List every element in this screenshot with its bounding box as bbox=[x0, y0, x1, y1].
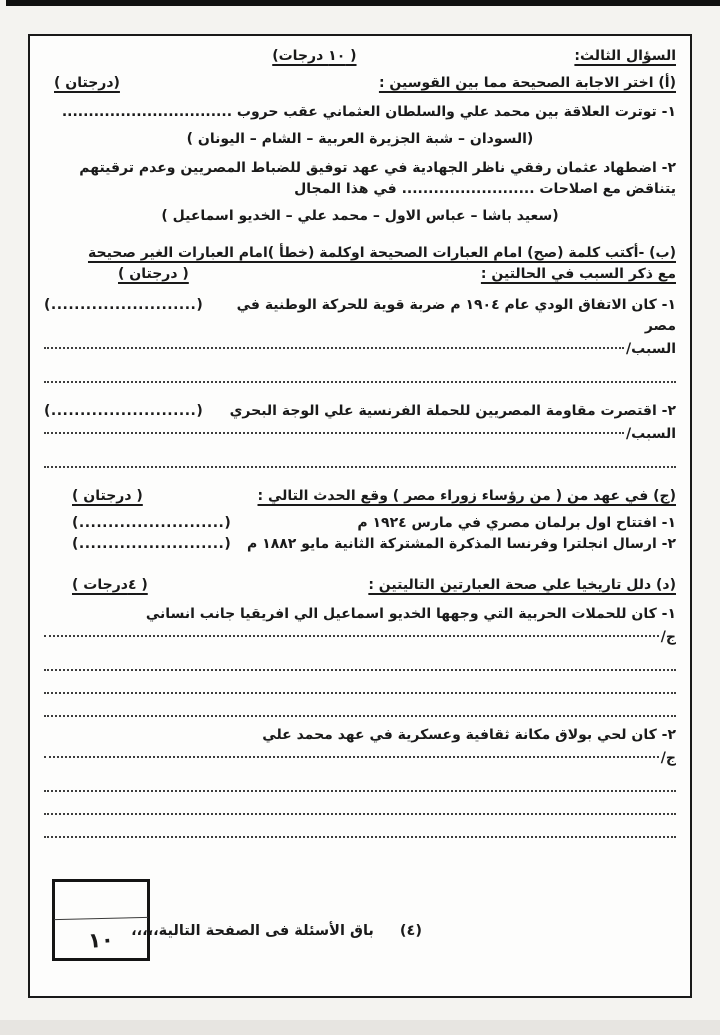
footer-page-number: (٤) bbox=[399, 923, 422, 939]
section-a-heading: (أ) اختر الاجابة الصحيحة مما بين القوسين : bbox=[378, 75, 676, 91]
answer-label-d2: ج/ bbox=[660, 750, 676, 766]
question-a2: ٢- اضطهاد عثمان رفقي ناظر الجهادية في عهد توفيق للضباط المصريين وعدم ترقيتهم يتناقض مع اصلاحات ......................... في هذا المجال bbox=[79, 160, 676, 197]
answer-dotted-line bbox=[44, 671, 676, 694]
scan-edge-bottom bbox=[0, 1020, 720, 1035]
question-c2-row bbox=[44, 534, 676, 555]
answer-dotted-line bbox=[44, 445, 676, 468]
answer-dotted-fill-d2 bbox=[44, 756, 659, 758]
answer-dotted-line bbox=[44, 694, 676, 717]
question-d1: ١- كان للحملات الحربية التي وجهها الخديو اسماعيل الي افريقيا جانب انساني bbox=[145, 606, 676, 622]
reason-dotted-fill-b1 bbox=[44, 347, 624, 349]
question-c2: ٢- ارسال انجلترا وفرنسا المذكرة المشتركة الثانية مايو ١٨٨٢ م bbox=[247, 536, 676, 552]
footer-note: باق الأسئلة فى الصفحة التالية،،،،، bbox=[131, 923, 374, 939]
section-b-heading-line1: (ب) -أكتب كلمة (صح) امام العبارات الصحيحة اوكلمة (خطأ )امام العبارات الغير صحيحة bbox=[87, 245, 676, 261]
section-c-header bbox=[44, 486, 676, 507]
question-b2-row bbox=[44, 401, 676, 422]
total-marks: ( ١٠ درجات) bbox=[272, 48, 357, 64]
reason-dotted-fill-b2 bbox=[44, 432, 624, 434]
reason-label-b2: السبب/ bbox=[626, 426, 676, 442]
section-b-marks: ( درجتان ) bbox=[118, 266, 189, 282]
answer-blank-b1: (.........................) bbox=[44, 297, 204, 313]
question-header bbox=[44, 46, 676, 67]
answer-blank-c1: (.........................) bbox=[72, 515, 232, 531]
score-box-divider bbox=[54, 917, 148, 920]
answer-dotted-line bbox=[44, 769, 676, 792]
section-d-header bbox=[44, 575, 676, 596]
reason-label-b1: السبب/ bbox=[626, 341, 676, 357]
section-c-heading: (ج) في عهد من ( من رؤساء زوراء مصر ) وقع الحدث التالي : bbox=[257, 488, 676, 504]
answer-dotted-line bbox=[44, 648, 676, 671]
scan-edge-top bbox=[6, 0, 720, 6]
reason-line-b2 bbox=[44, 424, 676, 445]
section-a-header bbox=[44, 73, 676, 94]
answer-dotted-line bbox=[44, 792, 676, 815]
score-value: ١٠ bbox=[87, 926, 115, 953]
section-b-heading-line2: مع ذكر السبب في الحالتين : bbox=[480, 266, 676, 282]
answer-blank-b2: (.........................) bbox=[44, 403, 204, 419]
question-c1-row bbox=[44, 513, 676, 534]
question-c1: ١- افتتاح اول برلمان مصري في مارس ١٩٢٤ م bbox=[357, 515, 676, 531]
question-a1-options: (السودان – شبة الجزيرة العربية – الشام – اليونان ) bbox=[186, 131, 534, 147]
answer-dotted-line bbox=[44, 360, 676, 383]
question-b1-row bbox=[44, 295, 676, 337]
score-box bbox=[52, 879, 150, 961]
question-b2: ٢- اقتصرت مقاومة المصريين للحملة الفرنسية علي الوجة البحري bbox=[229, 403, 676, 419]
answer-line-d1 bbox=[44, 627, 676, 648]
exam-sheet bbox=[28, 34, 692, 998]
section-a-marks: (درجتان ) bbox=[54, 75, 120, 91]
section-d-marks: ( ٤درجات ) bbox=[72, 577, 148, 593]
answer-line-d2 bbox=[44, 748, 676, 769]
page-title: السؤال الثالث: bbox=[574, 48, 676, 64]
section-d-heading: (د) دلل تاريخيا علي صحة العبارتين التاليتين : bbox=[368, 577, 676, 593]
answer-label-d1: ج/ bbox=[660, 629, 676, 645]
answer-blank-c2: (.........................) bbox=[72, 536, 232, 552]
question-b1: ١- كان الاتفاق الودي عام ١٩٠٤ م ضربة قوية للحركة الوطنية في مصر bbox=[236, 297, 676, 334]
answer-dotted-line bbox=[44, 815, 676, 838]
section-b-header-line2 bbox=[44, 264, 676, 285]
reason-line-b1 bbox=[44, 339, 676, 360]
section-c-marks: ( درجتان ) bbox=[72, 488, 143, 504]
answer-dotted-fill-d1 bbox=[44, 635, 659, 637]
footer bbox=[116, 921, 422, 943]
question-a2-options: (سعيد باشا – عباس الاول – محمد علي – الخديو اسماعيل ) bbox=[161, 208, 559, 224]
question-a1: ١- توترت العلاقة بين محمد علي والسلطان العثماني عقب حروب ................................ bbox=[61, 104, 676, 120]
question-d2: ٢- كان لحي بولاق مكانة ثقافية وعسكرية في عهد محمد علي bbox=[262, 727, 676, 743]
